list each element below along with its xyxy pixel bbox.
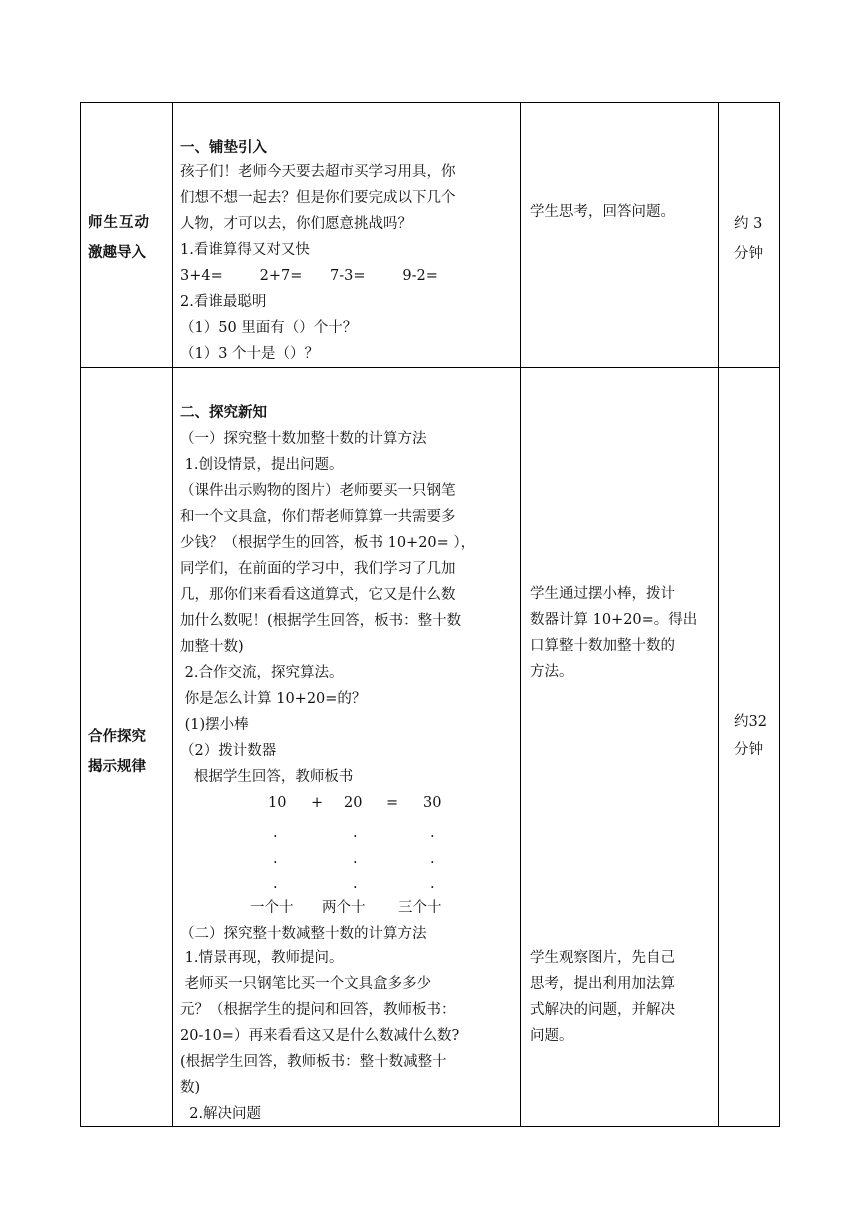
equation-dot: . bbox=[353, 876, 358, 892]
equation-dot: . bbox=[353, 825, 358, 841]
row1-stage-line2: 激趣导入 bbox=[88, 245, 146, 261]
row2-content-line: （一）探究整十数加整十数的计算方法 bbox=[180, 431, 427, 447]
equation-dot: . bbox=[353, 851, 358, 867]
row2-content-line: 20-10=）再来看看这又是什么数减什么数? bbox=[180, 1028, 460, 1044]
row2-time-line1: 约32 bbox=[734, 714, 767, 730]
equation-label-two-tens: 两个十 bbox=[322, 900, 366, 916]
row1-content-line: 2.看谁最聪明 bbox=[180, 294, 267, 310]
row1-stage-line1: 师生互动 bbox=[88, 215, 150, 231]
equation-dot: . bbox=[430, 851, 435, 867]
row2-student-activity-b: 问题。 bbox=[530, 1028, 574, 1044]
row2-content-line: 元？（根据学生的提问和回答，教师板书： bbox=[180, 1002, 456, 1018]
table-border-bottom bbox=[80, 1126, 780, 1127]
table-border-left bbox=[80, 102, 81, 1127]
row1-content-line: （1）3 个十是（）？ bbox=[180, 346, 320, 362]
equation-dot: . bbox=[273, 825, 278, 841]
row2-student-activity-a: 数器计算 10+20=。得出 bbox=[530, 612, 698, 628]
equation-label-one-ten: 一个十 bbox=[250, 900, 294, 916]
row2-content-line: (1)摆小棒 bbox=[180, 717, 249, 733]
row2-stage-line1: 合作探究 bbox=[88, 729, 146, 745]
row2-student-activity-b: 思考，提出利用加法算 bbox=[530, 976, 675, 992]
row2-section-heading: 二、探究新知 bbox=[180, 405, 267, 421]
row1-content-line: 孩子们！老师今天要去超市买学习用具，你 bbox=[180, 164, 456, 180]
row1-content-line: 1.看谁算得又对又快 bbox=[180, 242, 310, 258]
row1-student-activity: 学生思考，回答问题。 bbox=[530, 204, 675, 220]
row2-content-line: 2.解决问题 bbox=[180, 1106, 262, 1122]
row2-content-line: (根据学生回答，教师板书：整十数减整十 bbox=[180, 1054, 447, 1070]
equation-operand-20: 20 bbox=[344, 795, 363, 811]
table-col-divider-2 bbox=[520, 102, 521, 1127]
row2-content-line: 你是怎么计算 10+20=的？ bbox=[180, 691, 367, 707]
equation-plus: + bbox=[311, 795, 324, 811]
row2-content-line: 加整十数) bbox=[180, 639, 244, 655]
table-border-top bbox=[80, 102, 780, 103]
equation-dot: . bbox=[273, 851, 278, 867]
table-col-divider-3 bbox=[718, 102, 719, 1127]
row2-content-line: 和一个文具盒，你们帮老师算算一共需要多 bbox=[180, 509, 456, 525]
row1-time-line2: 分钟 bbox=[734, 246, 763, 262]
equation-result-30: 30 bbox=[423, 795, 442, 811]
row1-time-line1: 约 3 bbox=[734, 216, 763, 232]
row1-content-line: 人物，才可以去，你们愿意挑战吗？ bbox=[180, 216, 412, 232]
row2-content-line: 加什么数呢！(根据学生回答，板书：整十数 bbox=[180, 613, 462, 629]
row2-student-activity-a: 学生通过摆小棒，拨计 bbox=[530, 586, 675, 602]
row2-content-line: 同学们，在前面的学习中，我们学习了几加 bbox=[180, 561, 456, 577]
row2-content-line: 几，那你们来看看这道算式，它又是什么数 bbox=[180, 587, 456, 603]
row1-content-line: （1）50 里面有（）个十？ bbox=[180, 320, 358, 336]
equation-operand-10: 10 bbox=[268, 795, 287, 811]
row2-content-line: 根据学生回答，教师板书 bbox=[180, 769, 354, 785]
equation-dot: . bbox=[430, 876, 435, 892]
equation-label-three-tens: 三个十 bbox=[398, 900, 442, 916]
row2-content-line: 2.合作交流，探究算法。 bbox=[180, 665, 344, 681]
row2-content-line: 1.创设情景，提出问题。 bbox=[180, 457, 344, 473]
row2-stage-line2: 揭示规律 bbox=[88, 759, 146, 775]
equation-dot: . bbox=[430, 825, 435, 841]
row2-content-line: 1.情景再现，教师提问。 bbox=[180, 950, 344, 966]
table-border-right bbox=[779, 102, 780, 1127]
row2-student-activity-a: 方法。 bbox=[530, 664, 574, 680]
table-row-divider bbox=[80, 367, 780, 368]
equation-equals: = bbox=[386, 795, 399, 811]
row1-section-heading: 一、铺垫引入 bbox=[180, 140, 267, 156]
row2-content-line: 数) bbox=[180, 1080, 201, 1096]
row1-exercise-line: 3+4= 2+7= 7-3= 9-2= bbox=[180, 268, 438, 284]
row2-student-activity-b: 学生观察图片，先自己 bbox=[530, 950, 675, 966]
row2-time-line2: 分钟 bbox=[734, 742, 763, 758]
row2-content-line: 少钱？（根据学生的回答，板书 10+20= ）， bbox=[180, 535, 476, 551]
equation-dot: . bbox=[273, 876, 278, 892]
row2-content-line: 老师买一只钢笔比买一个文具盒多多少 bbox=[180, 976, 432, 992]
row2-content-line: （二）探究整十数减整十数的计算方法 bbox=[180, 926, 427, 942]
table-col-divider-1 bbox=[172, 102, 173, 1127]
row2-student-activity-a: 口算整十数加整十数的 bbox=[530, 638, 675, 654]
row2-student-activity-b: 式解决的问题，并解决 bbox=[530, 1002, 675, 1018]
row2-content-line: （2）拨计数器 bbox=[180, 743, 277, 759]
row1-content-line: 们想不想一起去？但是你们要完成以下几个 bbox=[180, 190, 456, 206]
row2-content-line: （课件出示购物的图片）老师要买一只钢笔 bbox=[180, 483, 456, 499]
